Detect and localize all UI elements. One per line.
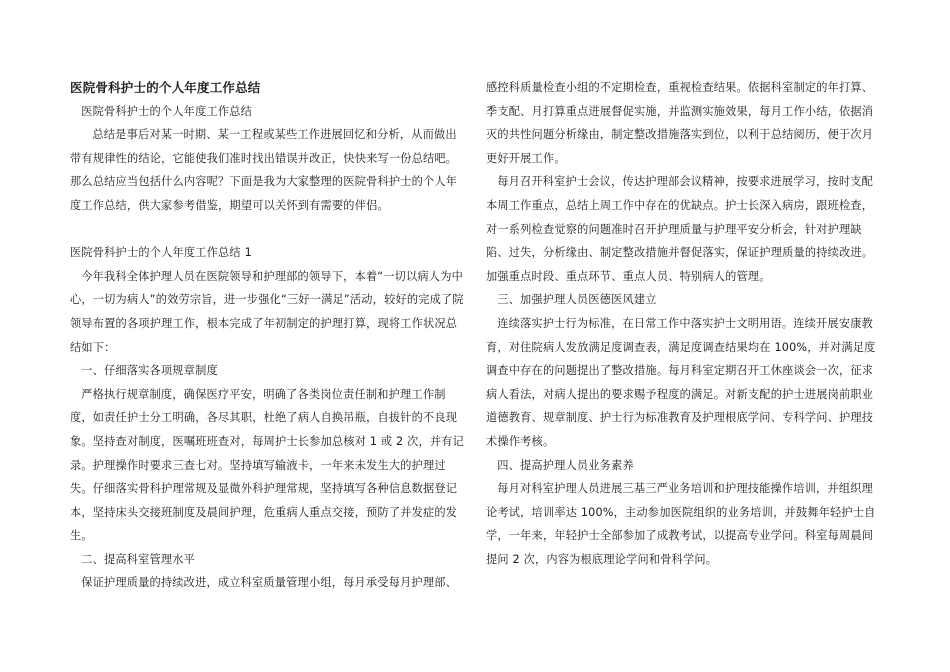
- paragraph: 医院骨科护士的个人年度工作总结 1: [70, 246, 252, 260]
- left-column: [70, 76, 468, 595]
- document-title: 医院骨科护士的个人年度工作总结: [70, 80, 261, 95]
- right-column-body: [486, 76, 884, 571]
- paragraph: 每月召开科室护士会议，传达护理部会议精神，按要求进展学习，按时支配本周工作重点，总结上周工作中存在的优缺点。护士长深入病房，跟班检查，对一系列检查觉察的问题准时召开护理质量与护理平安分析会，针对护理缺陷、过失，分析缘由、制定整改措施并督促落实，保证护理质量的持续改进。加强重点时段、重点环节、重点人员、特别病人的管理。: [486, 175, 874, 283]
- left-column-body: [70, 100, 468, 595]
- paragraph: 总结是事后对某一时期、某一工程或某些工作进展回忆和分析，从而做出带有规律性的结论，它能使我们准时找出错误并改正，快快来写一份总结吧。那么总结应当包括什么内容呢？下面是我为大家整理的医院骨科护士的个人年度工作总结，供大家参考借鉴，期望可以关怀到有需要的伴侣。: [70, 128, 458, 212]
- paragraph: 每月对科室护理人员进展三基三严业务培训和护理技能操作培训，并组织理论考试，培训率达 100%，主动参加医院组织的业务培训，并鼓舞年轻护士自学，一年来，年轻护士全部参加了成教考试，以提高专业学问。科室每周晨间提问 2 次，内容为根底理论学问和骨科学问。: [486, 482, 876, 566]
- paragraph: 一、仔细落实各项规章制度: [81, 364, 218, 378]
- paragraph: 连续落实护士行为标准，在日常工作中落实护士文明用语。连续开展安康教育，对住院病人发放满足度调查表，满足度调查结果均在 100%，并对满足度调查中存在的问题提出了整改措施。每月科室定期召开工休座谈会一次，征求病人看法，对病人提出的要求赐予程度的满足。对新支配的护士进展岗前职业道德教育、规章制度、护士行为标准教育及护理根底学问、专科学问、护理技术操作考核。: [486, 316, 876, 448]
- paragraph: 四、提高护理人员业务素养: [497, 458, 634, 472]
- paragraph: 二、提高科室管理水平: [81, 552, 196, 566]
- right-column: [486, 76, 884, 571]
- paragraph: 三、加强护理人员医德医风建立: [497, 293, 657, 307]
- paragraph: 今年我科全体护理人员在医院领导和护理部的领导下，本着“一切以病人为中心，一切为病人”的效劳宗旨，进一步强化“三好一满足”活动，较好的完成了院领导布置的各项护理工作，根本完成了年初制定的护理打算，现将工作状况总结如下：: [70, 269, 464, 354]
- paragraph: 严格执行规章制度，确保医疗平安，明确了各类岗位责任制和护理工作制度，如责任护士分工明确，各尽其职，杜绝了病人自换吊瓶，自拔针的不良现象。坚持查对制度，医嘱班班查对，每周护士长参加总核对 1 或 2 次，并有记录。护理操作时要求三查七对。坚持填写输液卡，一年来未发生大的护理过失。仔细落实骨科护理常规及显微外科护理常规，坚持填写各种信息数据登记本，坚持床头交接班制度及晨间护理，危重病人重点交接，预防了并发症的发生。: [70, 387, 465, 543]
- paragraph: 保证护理质量的持续改进，成立科室质量管理小组，每月承受每月护理部、: [81, 576, 457, 590]
- paragraph: 医院骨科护士的个人年度工作总结: [81, 104, 253, 118]
- paragraph: [70, 218, 468, 242]
- paragraph: 感控科质量检查小组的不定期检查，重视检查结果。依据科室制定的年打算、季支配、月打算重点进展督促实施，并监测实施效果，每月工作小结，依据消灭的共性问题分析缘由，制定整改措施落实到位，以利于总结阅历，便于次月更好开展工作。: [486, 81, 874, 165]
